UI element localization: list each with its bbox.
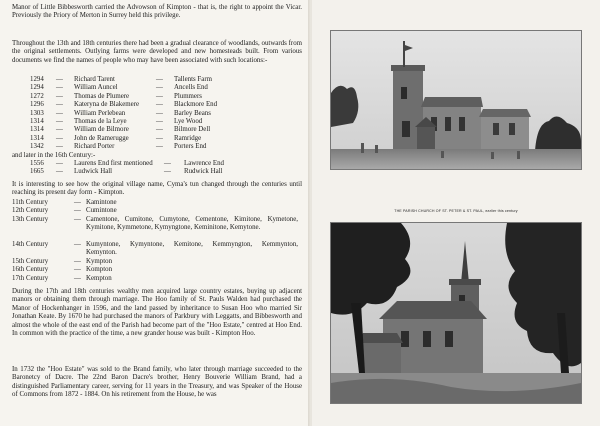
brand-paragraph: In 1732 the "Hoo Estate" was sold to the Brand family, who later through marriage succeeded to the Baronetcy of Dacre. The 22nd Baron Dacre's brother, Henry Bouverie William Brand, had a distinguished Parliamentary career, serving for 11 years in the Treasury, and was Speaker of the House of Commons from 1872 - 1884. On his retirement from the House, he was	[12, 366, 302, 399]
church-photo-exterior	[330, 30, 582, 170]
association-row: 1342 — Richard Porter — Porters End	[30, 143, 207, 151]
association-row: 1296 — Kateryna de Blakemere — Blackmore End	[30, 101, 218, 109]
association-row: 1294 — Richard Tarent — Tallents Farm	[30, 76, 212, 83]
association-row: 1272 — Thomas de Plumere — Plummers	[30, 92, 202, 100]
association-row: 1294 — William Auncel — Ancells End	[30, 84, 208, 92]
association-row: 1314 — Thomas de la Leye — Lye Wood	[30, 118, 203, 125]
church-photo-trees	[330, 222, 582, 404]
name-paragraph: It is interesting to see how the original village name, Cyma's tun changed through the centuries until reaching its present day form - Kimpton.	[12, 181, 302, 197]
left-page: Manor of Little Bibbesworth carried the Advowson of Kimpton - that is, the right to appoint the Vicar. Previously the Priory of Merton in Surrey held this privilege. Throughout the 13th and 18th centuries there had been a gradual clearance of woodlands, outwards from the original settlements. Outlying farms were developed and new homesteads built. From various documents we find the names of people who may have been associated with such locations:- 1294 — Richard Tarent — Tallents Farm 1294 — William Auncel — Ancells End 1272 — Thomas de Plumere — Plummers 1296 — Kateryna de Blakemere — Blackmore End 1303 — William Perlebean — Barley Beans 1314 — Thomas de la Leye — Lye Wood 1314 — William de Bilmore — Bilmore Dell 1314 — John de Ramerugge — Ramridge 1342 — Richard Porter — Porters End and later in the 16th Century:- 1556 — Laurens End first mentioned — Lawrence End 1665 — Ludwick Hall — Rudwick Hall It is interesting to see how the original village name, Cyma's tun changed through the centuries until reaching its present day form - Kimpton. 11th Century — Kamintone 12th Century — Cumintone 13th Century — Camentone, Cumitone, Cumytone, Cementone, Kimitone, Kymetone, Kymitone, Kymmetone, Kymyngtone, Keminitone, Kemytone. 14th Century — Kumyntone, Kymyntone, Kemitone, Kemmyngton, Kemmynton, Kemynton. 15th Century — Kympton 16th Century — Kompton 17th Century — Kempton During the 17th and 18th centuries wealthy men acquired large country estates, buying up adjacent manors or obtaining them through marriage. The Hoo family of St. Pauls Walden had purchased the Manor of Hockenhanger in 1596, and the land passed by inheritance to Susan Hoo who married Sir Jonathan Keate. By 1670 he had purchased the manors of Parkbury with Leggatts, and Bibbesworth and almost the whole of the east end of the Parish had become part of the "Hoo Estate," centred at Hoo End. In common with the practice of the time, a new grander house was built - Kimpton Hoo. In 1732 the "Hoo Estate" was sold to the Brand family, who later through marriage succeeded to the Baronetcy of Dacre. The 22nd Baron Dacre's brother, Henry Bouverie William Brand, had a distinguished Parliamentary career, serving for 11 years in the Treasury, and was Speaker of the House of Commons from 1872 - 1884. On his retirement from the House, he was	[0, 0, 310, 426]
association-row: 1303 — William Perlebean — Barley Beans	[30, 109, 211, 117]
later-row: 1556 — Laurens End first mentioned — Lawrence End	[30, 160, 224, 167]
right-page	[312, 0, 600, 426]
later-heading: and later in the 16th Century:-	[12, 151, 96, 159]
clearance-paragraph: Throughout the 13th and 18th centuries there had been a gradual clearance of woodlands, outwards from the original settlements. Outlying farms were developed and new homesteads built. From various documents we find the names of people who may have been associated with such locations:-	[12, 40, 302, 64]
landowners-paragraph: During the 17th and 18th centuries wealthy men acquired large country estates, buying up adjacent manors or obtaining them through marriage. The Hoo family of St. Pauls Walden had purchased the Manor of Hockenhanger in 1596, and the land passed by inheritance to Susan Hoo who married Sir Jonathan Keate. By 1670 he had purchased the manors of Parkbury with Leggatts, and Bibbesworth and almost the whole of the east end of the Parish had become part of the "Hoo Estate," centred at Hoo End. In common with the practice of the time, a new grander house was built - Kimpton Hoo.	[12, 288, 302, 338]
intro-paragraph: Manor of Little Bibbesworth carried the Advowson of Kimpton - that is, the right to appoint the Vicar. Previously the Priory of Merton in Surrey held this privilege.	[12, 4, 302, 20]
later-row: 1665 — Ludwick Hall — Rudwick Hall	[30, 168, 223, 176]
association-row: 1314 — William de Bilmore — Bilmore Dell	[30, 126, 211, 134]
photo-caption: THE PARISH CHURCH OF ST. PETER & ST. PAUL, earlier this century	[394, 209, 518, 213]
association-row: 1314 — John de Ramerugge — Ramridge	[30, 134, 202, 142]
